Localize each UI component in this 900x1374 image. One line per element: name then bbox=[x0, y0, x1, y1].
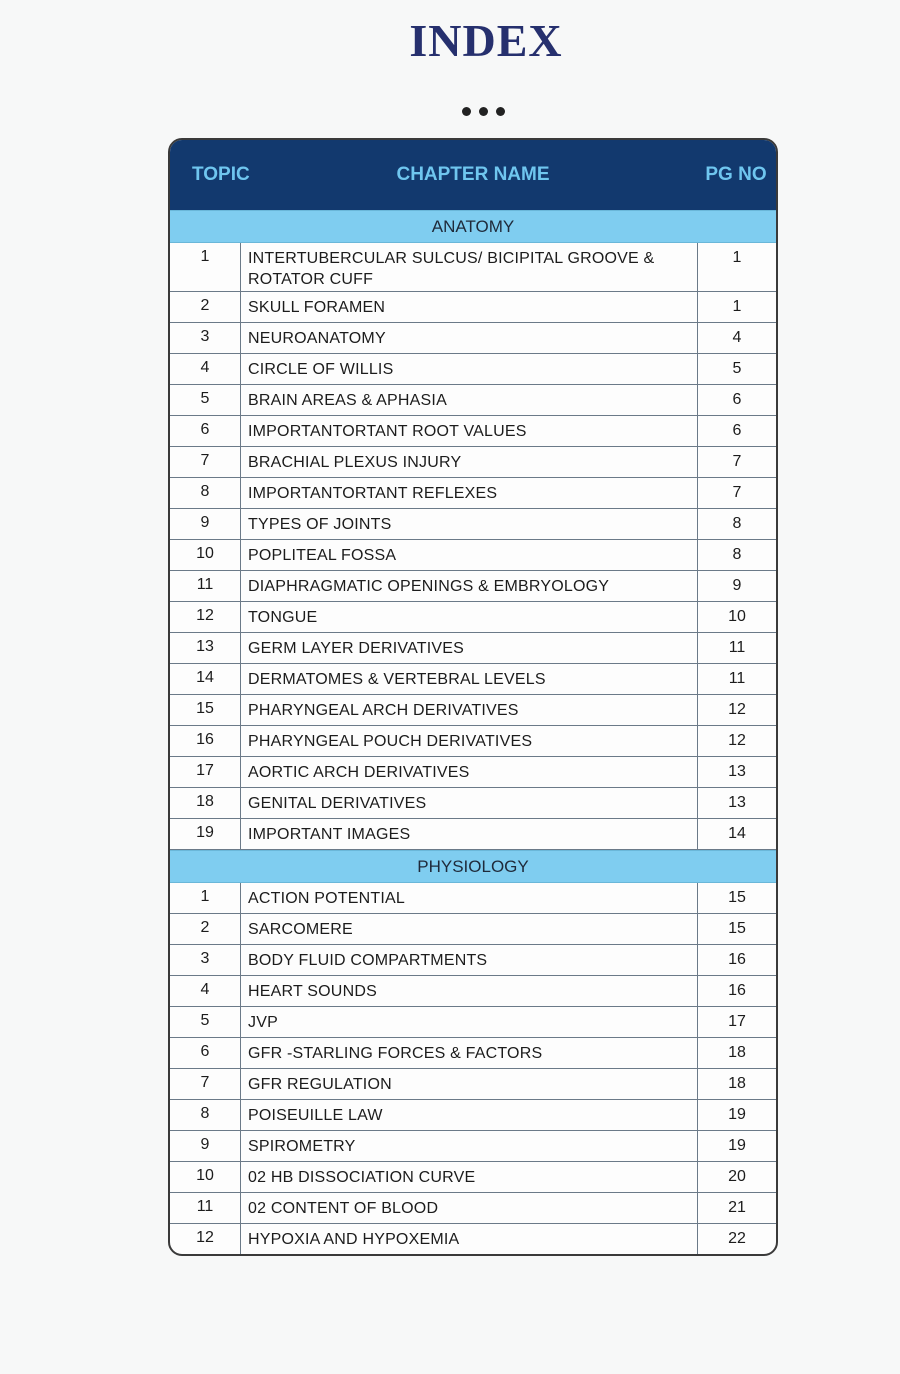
chapter-name: GENITAL DERIVATIVES bbox=[240, 788, 698, 818]
section-header-physiology: PHYSIOLOGY bbox=[170, 850, 776, 883]
table-row bbox=[170, 788, 776, 819]
chapter-name: GERM LAYER DERIVATIVES bbox=[240, 633, 698, 663]
chapter-name: DIAPHRAGMATIC OPENINGS & EMBRYOLOGY bbox=[240, 571, 698, 601]
page-number: 19 bbox=[728, 1137, 746, 1154]
page-number: 1 bbox=[732, 298, 742, 315]
page-number: 16 bbox=[728, 951, 746, 968]
chapter-name: HEART SOUNDS bbox=[240, 976, 698, 1006]
chapter-name: CIRCLE OF WILLIS bbox=[240, 354, 698, 384]
chapter-name: IMPORTANTORTANT REFLEXES bbox=[240, 478, 698, 508]
dot bbox=[462, 107, 471, 116]
table-row bbox=[170, 695, 776, 726]
page-number: 16 bbox=[728, 982, 746, 999]
chapter-name: BRACHIAL PLEXUS INJURY bbox=[240, 447, 698, 477]
table-row bbox=[170, 385, 776, 416]
page-number: 15 bbox=[728, 920, 746, 937]
topic-number: 5 bbox=[200, 1012, 210, 1029]
topic-number: 17 bbox=[196, 762, 214, 779]
page-title: INDEX bbox=[409, 15, 563, 66]
topic-number: 8 bbox=[200, 1105, 210, 1122]
chapter-name: DERMATOMES & VERTEBRAL LEVELS bbox=[240, 664, 698, 694]
topic-number: 3 bbox=[200, 328, 210, 345]
header-page-number: PG NO bbox=[705, 164, 767, 185]
topic-number: 3 bbox=[200, 950, 210, 967]
page-number: 6 bbox=[732, 422, 742, 439]
page-number: 13 bbox=[728, 763, 746, 780]
topic-number: 10 bbox=[196, 545, 214, 562]
page-number: 18 bbox=[728, 1075, 746, 1092]
topic-number: 1 bbox=[200, 248, 210, 265]
table-row bbox=[170, 540, 776, 571]
topic-number: 19 bbox=[196, 824, 214, 841]
page-number: 20 bbox=[728, 1168, 746, 1185]
table-row bbox=[170, 945, 776, 976]
topic-number: 8 bbox=[200, 483, 210, 500]
topic-number: 6 bbox=[200, 421, 210, 438]
page-number: 6 bbox=[732, 391, 742, 408]
chapter-name: INTERTUBERCULAR SULCUS/ BICIPITAL GROOVE & ROTATOR CUFF bbox=[240, 243, 698, 291]
chapter-name: IMPORTANT IMAGES bbox=[240, 819, 698, 849]
table-row bbox=[170, 914, 776, 945]
chapter-name: 02 CONTENT OF BLOOD bbox=[240, 1193, 698, 1223]
topic-number: 1 bbox=[200, 888, 210, 905]
index-table bbox=[168, 138, 778, 1256]
page-number: 11 bbox=[728, 670, 746, 687]
page-number: 10 bbox=[728, 608, 746, 625]
topic-number: 15 bbox=[196, 700, 214, 717]
table-row bbox=[170, 447, 776, 478]
table-row bbox=[170, 571, 776, 602]
topic-number: 4 bbox=[200, 981, 210, 998]
table-row bbox=[170, 509, 776, 540]
page-number: 22 bbox=[728, 1230, 746, 1247]
page-number: 14 bbox=[728, 825, 746, 842]
chapter-name: BODY FLUID COMPARTMENTS bbox=[240, 945, 698, 975]
dot bbox=[496, 107, 505, 116]
table-row bbox=[170, 726, 776, 757]
chapter-name: SPIROMETRY bbox=[240, 1131, 698, 1161]
table-row bbox=[170, 664, 776, 695]
table-row bbox=[170, 819, 776, 850]
topic-number: 4 bbox=[200, 359, 210, 376]
table-row bbox=[170, 883, 776, 914]
page-number: 9 bbox=[732, 577, 742, 594]
decorative-dots bbox=[462, 107, 505, 116]
topic-number: 2 bbox=[200, 297, 210, 314]
table-row bbox=[170, 1131, 776, 1162]
page-number: 8 bbox=[732, 515, 742, 532]
chapter-name: NEUROANATOMY bbox=[240, 323, 698, 353]
dot bbox=[479, 107, 488, 116]
chapter-name: 02 HB DISSOCIATION CURVE bbox=[240, 1162, 698, 1192]
chapter-name: IMPORTANTORTANT ROOT VALUES bbox=[240, 416, 698, 446]
header-chapter-name: CHAPTER NAME bbox=[396, 164, 550, 185]
page-number: 15 bbox=[728, 889, 746, 906]
topic-number: 7 bbox=[200, 452, 210, 469]
table-row bbox=[170, 416, 776, 447]
topic-number: 18 bbox=[196, 793, 214, 810]
chapter-name: TYPES OF JOINTS bbox=[240, 509, 698, 539]
topic-number: 5 bbox=[200, 390, 210, 407]
topic-number: 9 bbox=[200, 1136, 210, 1153]
chapter-name: TONGUE bbox=[240, 602, 698, 632]
chapter-name: HYPOXIA AND HYPOXEMIA bbox=[240, 1224, 698, 1254]
page-number: 18 bbox=[728, 1044, 746, 1061]
chapter-name: PHARYNGEAL ARCH DERIVATIVES bbox=[240, 695, 698, 725]
page-number: 1 bbox=[732, 249, 742, 266]
table-row bbox=[170, 354, 776, 385]
table-row bbox=[170, 478, 776, 509]
page-number: 12 bbox=[728, 701, 746, 718]
page-number: 11 bbox=[728, 639, 746, 656]
header-topic: TOPIC bbox=[192, 164, 250, 185]
table-row bbox=[170, 243, 776, 292]
table-row bbox=[170, 1193, 776, 1224]
chapter-name: BRAIN AREAS & APHASIA bbox=[240, 385, 698, 415]
table-row bbox=[170, 1007, 776, 1038]
chapter-name: JVP bbox=[240, 1007, 698, 1037]
table-row bbox=[170, 633, 776, 664]
chapter-name: AORTIC ARCH DERIVATIVES bbox=[240, 757, 698, 787]
topic-number: 13 bbox=[196, 638, 214, 655]
topic-number: 14 bbox=[196, 669, 214, 686]
page-number: 19 bbox=[728, 1106, 746, 1123]
topic-number: 11 bbox=[196, 1198, 214, 1215]
topic-number: 6 bbox=[200, 1043, 210, 1060]
table-row bbox=[170, 602, 776, 633]
table-row bbox=[170, 1224, 776, 1254]
page-number: 5 bbox=[732, 360, 742, 377]
page-number: 7 bbox=[732, 453, 742, 470]
chapter-name: POISEUILLE LAW bbox=[240, 1100, 698, 1130]
topic-number: 12 bbox=[196, 1229, 214, 1246]
topic-number: 12 bbox=[196, 607, 214, 624]
topic-number: 10 bbox=[196, 1167, 214, 1184]
topic-number: 7 bbox=[200, 1074, 210, 1091]
chapter-name: ACTION POTENTIAL bbox=[240, 883, 698, 913]
table-body bbox=[170, 210, 776, 1254]
topic-number: 16 bbox=[196, 731, 214, 748]
chapter-name: SKULL FORAMEN bbox=[240, 292, 698, 322]
chapter-name: POPLITEAL FOSSA bbox=[240, 540, 698, 570]
table-row bbox=[170, 1162, 776, 1193]
page-number: 13 bbox=[728, 794, 746, 811]
table-row bbox=[170, 976, 776, 1007]
page-number: 8 bbox=[732, 546, 742, 563]
table-row bbox=[170, 1038, 776, 1069]
table-row bbox=[170, 323, 776, 354]
chapter-name: PHARYNGEAL POUCH DERIVATIVES bbox=[240, 726, 698, 756]
page-number: 21 bbox=[728, 1199, 746, 1216]
topic-number: 2 bbox=[200, 919, 210, 936]
topic-number: 11 bbox=[196, 576, 214, 593]
table-row bbox=[170, 292, 776, 323]
page-number: 4 bbox=[732, 329, 742, 346]
chapter-name: SARCOMERE bbox=[240, 914, 698, 944]
page-number: 12 bbox=[728, 732, 746, 749]
page-number: 7 bbox=[732, 484, 742, 501]
table-header bbox=[170, 140, 776, 210]
table-row bbox=[170, 757, 776, 788]
table-row bbox=[170, 1069, 776, 1100]
chapter-name: GFR -STARLING FORCES & FACTORS bbox=[240, 1038, 698, 1068]
chapter-name: GFR REGULATION bbox=[240, 1069, 698, 1099]
topic-number: 9 bbox=[200, 514, 210, 531]
page-number: 17 bbox=[728, 1013, 746, 1030]
section-header-anatomy: ANATOMY bbox=[170, 210, 776, 243]
table-row bbox=[170, 1100, 776, 1131]
